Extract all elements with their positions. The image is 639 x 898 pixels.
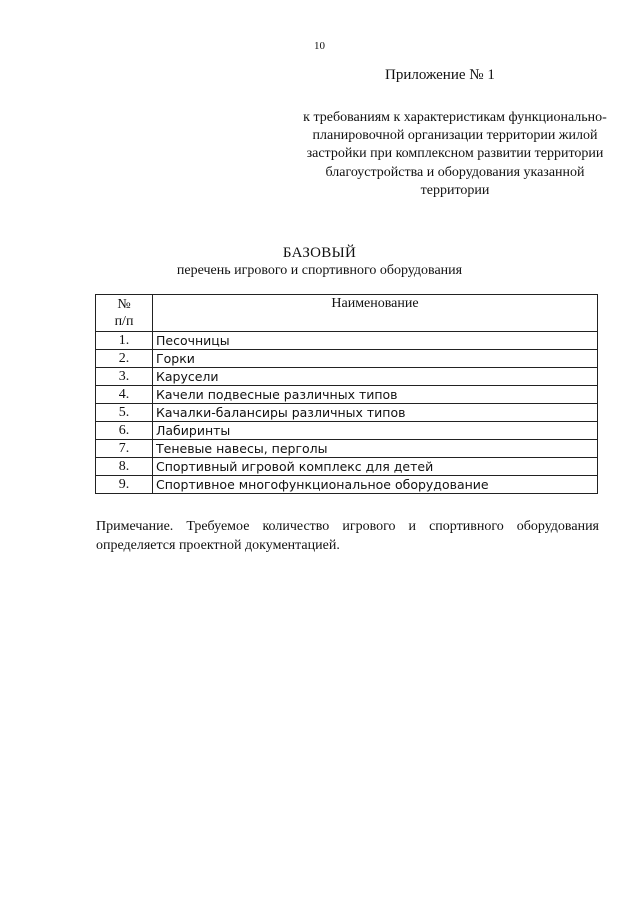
- row-name: Горки: [153, 350, 598, 368]
- header-number: [96, 295, 153, 332]
- page-number: 10: [314, 40, 325, 52]
- row-name: Спортивный игровой комплекс для детей: [153, 458, 598, 476]
- row-number: 9.: [96, 476, 153, 494]
- header-number-line1: №: [117, 297, 131, 312]
- table-row: [96, 440, 598, 458]
- table-row: [96, 458, 598, 476]
- row-number: 6.: [96, 422, 153, 440]
- table-row: [96, 404, 598, 422]
- appendix-subtitle: к требованиям к характеристикам функционально-планировочной организации территории жилой застройки при комплексном развитии территории благоустройства и оборудования указанной территории: [303, 110, 607, 198]
- row-number: 1.: [96, 332, 153, 350]
- row-name: Качалки-балансиры различных типов: [153, 404, 598, 422]
- row-number: 7.: [96, 440, 153, 458]
- row-name: Качели подвесные различных типов: [153, 386, 598, 404]
- row-number: 2.: [96, 350, 153, 368]
- row-number: 8.: [96, 458, 153, 476]
- document-title: БАЗОВЫЙ: [282, 245, 357, 261]
- row-name: Теневые навесы, перголы: [153, 440, 598, 458]
- table-row: [96, 422, 598, 440]
- header-number-line2: п/п: [114, 314, 134, 329]
- row-name: Спортивное многофункциональное оборудование: [153, 476, 598, 494]
- equipment-table: [95, 294, 598, 494]
- table-row: [96, 386, 598, 404]
- header-name: Наименование: [153, 295, 598, 332]
- row-number: 4.: [96, 386, 153, 404]
- note-paragraph: Примечание. Требуемое количество игрового и спортивного оборудования определяется проектной документацией.: [96, 519, 599, 553]
- appendix-title: Приложение № 1: [385, 67, 495, 83]
- table-row: [96, 332, 598, 350]
- table-header-row: [96, 295, 598, 332]
- table-row: [96, 350, 598, 368]
- table-row: [96, 476, 598, 494]
- row-number: 3.: [96, 368, 153, 386]
- table-row: [96, 368, 598, 386]
- document-subtitle: перечень игрового и спортивного оборудования: [176, 263, 463, 278]
- row-name: Лабиринты: [153, 422, 598, 440]
- row-name: Карусели: [153, 368, 598, 386]
- row-name: Песочницы: [153, 332, 598, 350]
- row-number: 5.: [96, 404, 153, 422]
